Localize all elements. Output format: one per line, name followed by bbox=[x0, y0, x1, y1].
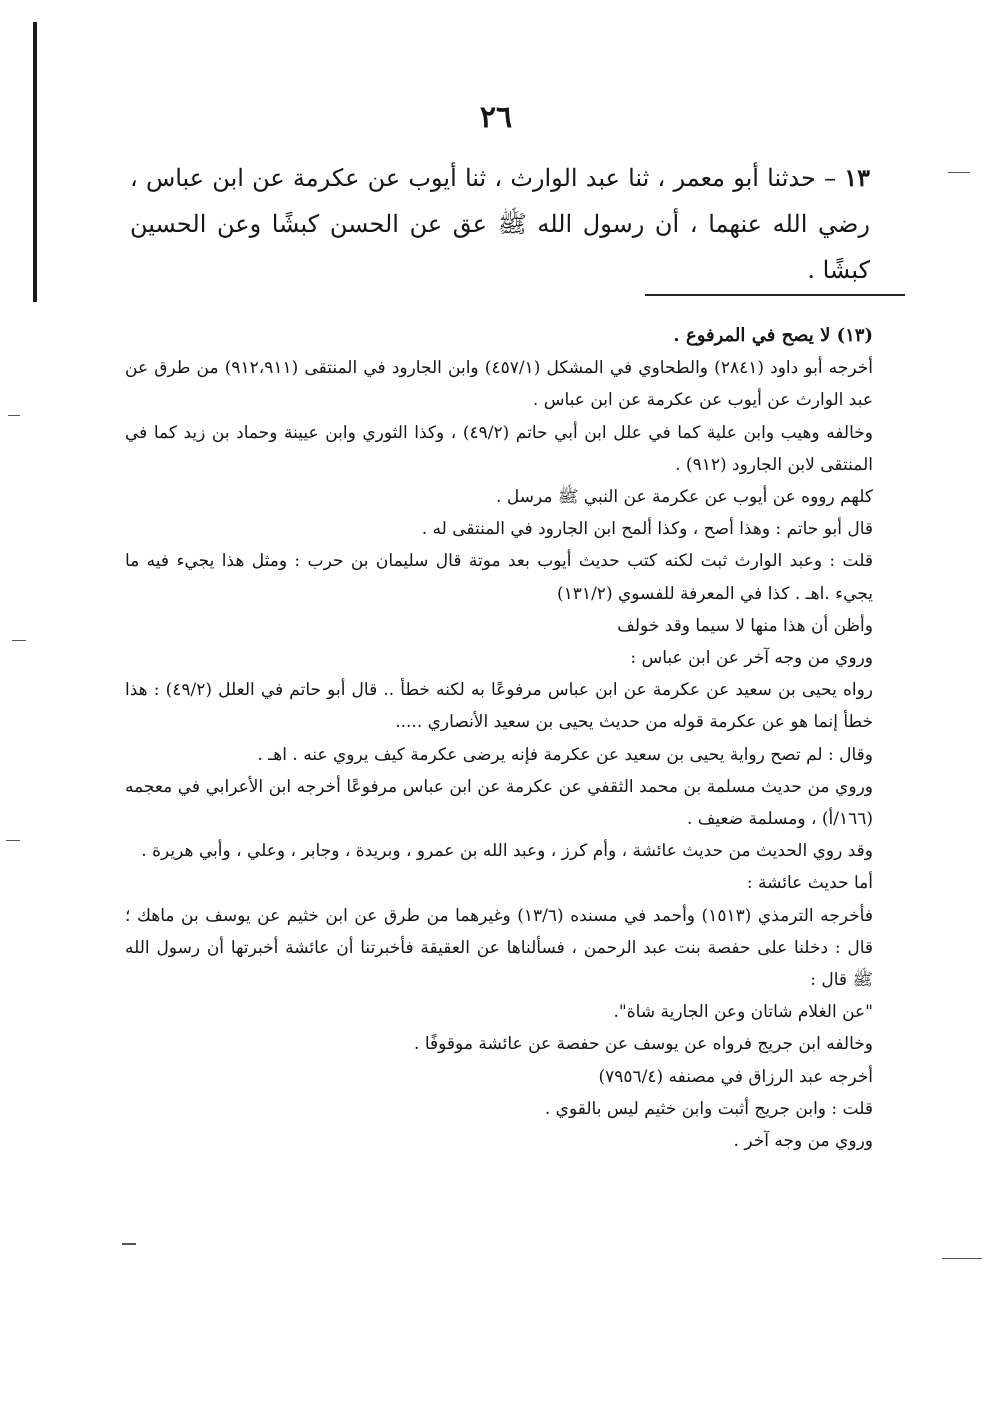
footnote-paragraph: وأظن أن هذا منها لا سيما وقد خولف bbox=[617, 615, 873, 636]
footnote-paragraph: أخرجه عبد الرزاق في مصنفه (٧٩٥٦/٤) bbox=[598, 1066, 873, 1087]
footnote-paragraph: وقد روي الحديث من حديث عائشة ، وأم كرز ، وعبد الله بن عمرو ، وبريدة ، وجابر ، وعلي ، وأبي هريرة . bbox=[141, 841, 873, 862]
page-number: ٢٦ bbox=[479, 100, 513, 135]
scan-mark bbox=[8, 415, 20, 416]
footnote-paragraph: أخرجه أبو داود (٢٨٤١) والطحاوي في المشكل (٤٥٧/١) وابن الجارود في المنتقى (٩١٢،٩١١) من طرق عن عبد الوارث عن أيوب عن عكرمة عن ابن عباس . bbox=[125, 358, 874, 411]
scan-mark bbox=[948, 172, 970, 173]
footnote-paragraph: وروي من وجه آخر . bbox=[733, 1131, 873, 1152]
footnote-separator bbox=[645, 294, 905, 296]
footnote-paragraph: أما حديث عائشة : bbox=[746, 873, 873, 894]
footnote-quote: "عن الغلام شاتان وعن الجارية شاة". bbox=[613, 1002, 873, 1023]
footnote-paragraph: قلت : وعبد الوارث ثبت لكنه كتب حديث أيوب بعد موتة قال سليمان بن حرب : ومثل هذا يجيء فيه ما يجيء .اهـ . كذا في المعرفة للفسوي (١٣١/٢) bbox=[125, 551, 873, 604]
scan-mark bbox=[12, 640, 26, 641]
scan-mark bbox=[6, 840, 20, 841]
footnote-paragraph: وقال : لم تصح رواية يحيى بن سعيد عن عكرمة فإنه يرضى عكرمة كيف يروي عنه . اهـ . bbox=[257, 744, 873, 765]
hadith-body: حدثنا أبو معمر ، ثنا عبد الوارث ، ثنا أيوب عن عكرمة عن ابن عباس ، رضي الله عنهما ، أن رسول الله ﷺ عق عن الحسن كبشًا وعن الحسين كبشًا . bbox=[130, 164, 870, 284]
hadith-dash: – bbox=[815, 164, 837, 192]
footnote-paragraph: كلهم رووه عن أيوب عن عكرمة عن النبي ﷺ مرسل . bbox=[496, 487, 873, 508]
footnote-paragraph: فأخرجه الترمذي (١٥١٣) وأحمد في مسنده (١٣/٦) وغيرهما من طرق عن ابن خثيم عن يوسف بن ماهك ؛ قال : دخلنا على حفصة بنت عبد الرحمن ، فسألناها عن العقيقة فأخبرتنا أن عائشة أخبرتها أن رسول الله ﷺ قال : bbox=[125, 905, 873, 991]
binding-edge-line bbox=[33, 22, 37, 302]
hadith-text bbox=[130, 155, 870, 293]
footnote-paragraph: وخالفه وهيب وابن علية كما في علل ابن أبي حاتم (٤٩/٢) ، وكذا الثوري وابن عيينة وحماد بن زيد كما في المنتقى لابن الجارود (٩١٢) . bbox=[125, 422, 873, 475]
scan-mark bbox=[122, 1243, 136, 1245]
footnotes bbox=[125, 320, 873, 1157]
footnote-paragraph: رواه يحيى بن سعيد عن عكرمة عن ابن عباس مرفوعًا به لكنه خطأ .. قال أبو حاتم في العلل (٤٩/٢) : هذا خطأ إنما هو عن عكرمة قوله من حديث يحيى بن سعيد الأنصاري ..... bbox=[125, 680, 874, 733]
footnote-paragraph: قال أبو حاتم : وهذا أصح ، وكذا ألمح ابن الجارود في المنتقى له . bbox=[421, 519, 873, 540]
footnote-paragraph: وروي من حديث مسلمة بن محمد الثقفي عن عكرمة عن ابن عباس مرفوعًا أخرجه ابن الأعرابي في معجمه (١٦٦/أ) ، ومسلمة ضعيف . bbox=[125, 776, 873, 830]
footnote-paragraph: وخالفه ابن جريج فرواه عن يوسف عن حفصة عن عائشة موقوفًا . bbox=[414, 1034, 873, 1055]
hadith-number: ١٣ bbox=[844, 163, 870, 192]
footnote-heading: (١٣) لا يصح في المرفوع . bbox=[673, 325, 873, 346]
footnote-paragraph: وروي من وجه آخر عن ابن عباس : bbox=[630, 648, 873, 669]
footnote-paragraph: قلت : وابن جريج أثبت وابن خثيم ليس بالقوي . bbox=[544, 1098, 873, 1119]
scan-mark bbox=[942, 1258, 982, 1259]
